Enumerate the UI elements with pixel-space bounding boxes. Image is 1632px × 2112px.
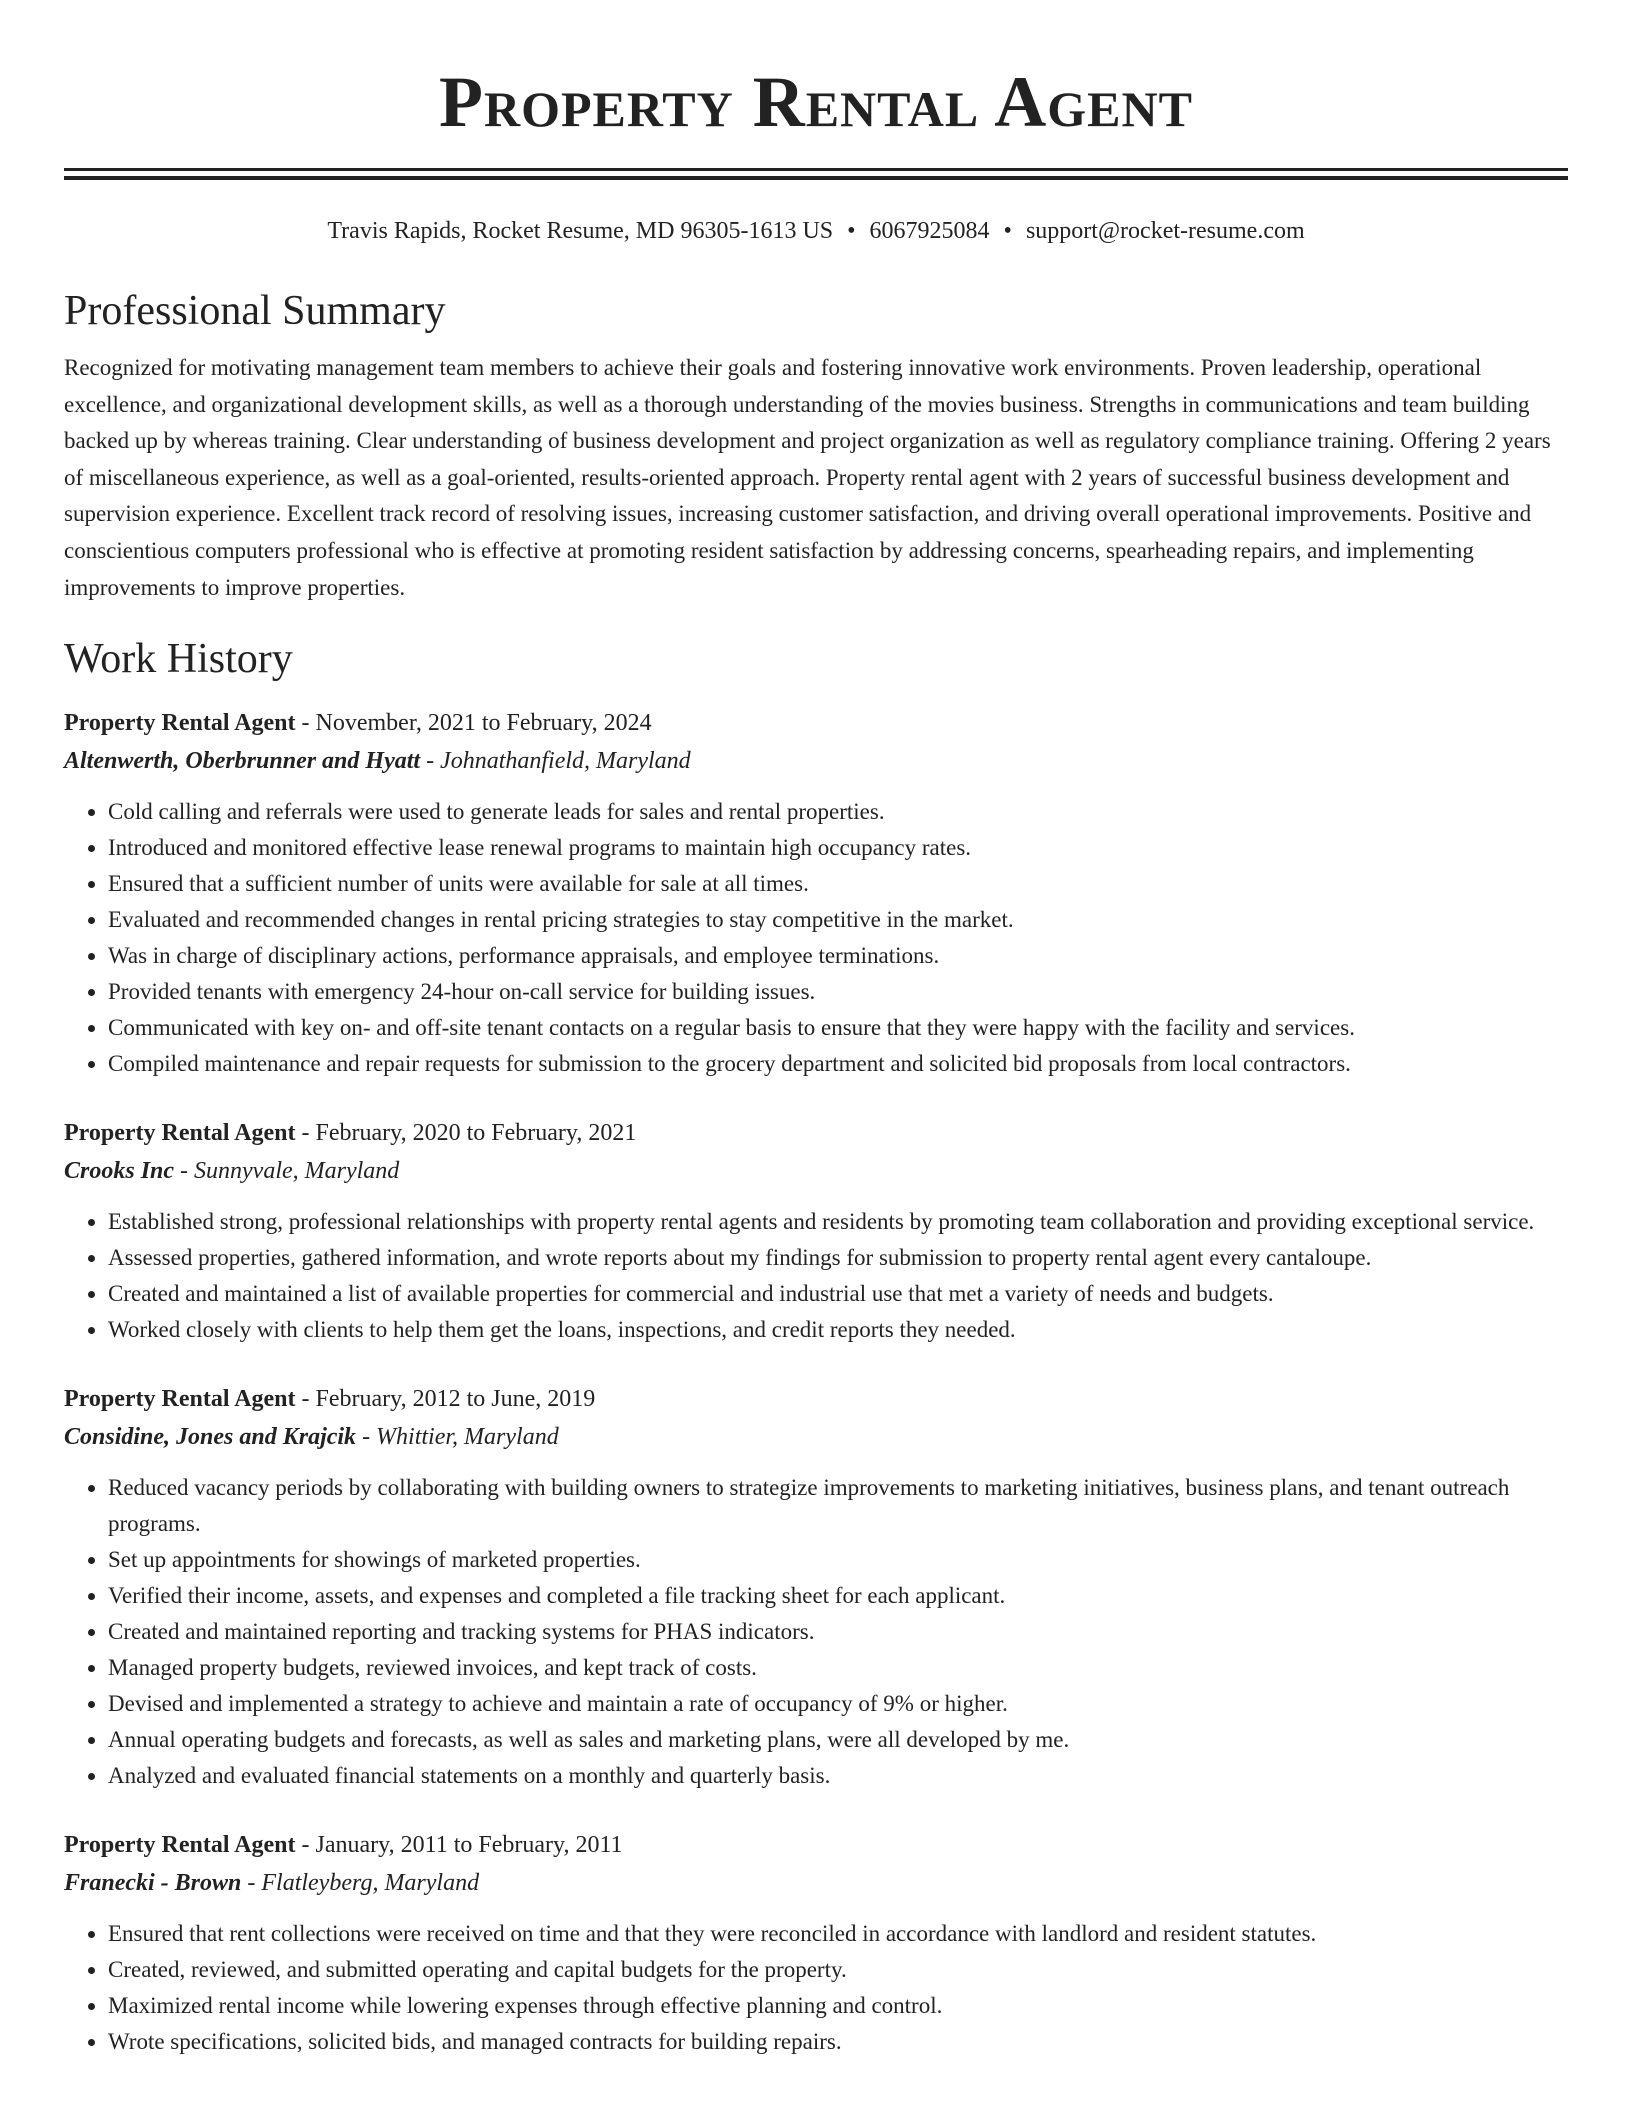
job-bullets: [64, 1916, 1568, 2060]
job-bullet: • Devised and implemented a strategy to achieve and maintain a rate of occupancy of 9% or higher.: [108, 1686, 1568, 1722]
job-entry: [64, 704, 1568, 1082]
job-bullet: • Created, reviewed, and submitted operating and capital budgets for the property.: [108, 1952, 1568, 1988]
job-bullet: • Wrote specifications, solicited bids, and managed contracts for building repairs.: [108, 2024, 1568, 2060]
job-entry: [64, 1826, 1568, 2060]
job-bullet: • Created and maintained reporting and tracking systems for PHAS indicators.: [108, 1614, 1568, 1650]
contact-email: support@rocket-resume.com: [1025, 218, 1305, 244]
resume-title: Property Rental Agent: [439, 62, 1193, 142]
job-bullets: [64, 1204, 1568, 1348]
summary-text: Recognized for motivating management team members to achieve their goals and fostering innovative work environments. Proven leadership, operational excellence, and organizational development skills, as well as a thorough understanding of the movies business. Strengths in communications and team building backed up by whereas training. Clear understanding of business development and project organization as well as regulatory compliance training. Offering 2 years of miscellaneous experience, as well as a goal-oriented, results-oriented approach. Property rental agent with 2 years of successful business development and supervision experience. Excellent track record of resolving issues, increasing customer satisfaction, and driving overall operational improvements. Positive and conscientious computers professional who is effective at promoting resident satisfaction by addressing concerns, spearheading repairs, and implementing improvements to improve properties.: [64, 355, 1551, 600]
resume-page: [64, 0, 1568, 2060]
job-bullet: • Assessed properties, gathered information, and wrote reports about my findings for submission to property rental agent every cantaloupe.: [108, 1240, 1568, 1276]
job-dates: - February, 2020 to February, 2021: [295, 1120, 637, 1147]
work-history-list: [64, 704, 1568, 2060]
job-entry: [64, 1114, 1568, 1348]
job-title: Property Rental Agent: [64, 1386, 296, 1413]
job-company-line: [64, 1152, 1568, 1190]
job-header: [64, 1826, 1568, 1864]
job-company-line: [64, 742, 1568, 780]
job-bullet: • Reduced vacancy periods by collaborating with building owners to strategize improvements to marketing initiatives, business plans, and tenant outreach programs.: [108, 1470, 1568, 1542]
job-bullet: • Was in charge of disciplinary actions, performance appraisals, and employee terminations.: [108, 938, 1568, 974]
job-company-line: [64, 1418, 1568, 1456]
job-bullet: • Verified their income, assets, and expenses and completed a file tracking sheet for each applicant.: [108, 1578, 1568, 1614]
job-company: Altenwerth, Oberbrunner and Hyatt: [64, 748, 421, 775]
job-dates: - February, 2012 to June, 2019: [295, 1386, 596, 1413]
job-header: [64, 1114, 1568, 1152]
job-location: - Whittier, Maryland: [356, 1424, 559, 1451]
job-bullet: • Communicated with key on- and off-site tenant contacts on a regular basis to ensure that they were happy with the facility and services.: [108, 1010, 1568, 1046]
job-entry: [64, 1380, 1568, 1794]
contact-separator: •: [847, 218, 856, 244]
job-bullet: • Provided tenants with emergency 24-hour on-call service for building issues.: [108, 974, 1568, 1010]
contact-address: Travis Rapids, Rocket Resume, MD 96305-1613 US: [327, 218, 834, 244]
contact-phone: 6067925084: [869, 218, 990, 244]
job-bullet: • Established strong, professional relationships with property rental agents and residents by promoting team collaboration and providing exceptional service.: [108, 1204, 1568, 1240]
title-divider: [64, 168, 1568, 180]
contact-line: [64, 216, 1568, 246]
job-dates: - January, 2011 to February, 2011: [295, 1832, 623, 1859]
contact-separator: •: [1003, 218, 1012, 244]
job-bullet: • Evaluated and recommended changes in rental pricing strategies to stay competitive in the market.: [108, 902, 1568, 938]
job-bullet: • Analyzed and evaluated financial statements on a monthly and quarterly basis.: [108, 1758, 1568, 1794]
job-title: Property Rental Agent: [64, 1832, 296, 1859]
job-company-line: [64, 1864, 1568, 1902]
job-bullet: • Compiled maintenance and repair requests for submission to the grocery department and solicited bid proposals from local contractors.: [108, 1046, 1568, 1082]
job-bullet: • Cold calling and referrals were used to generate leads for sales and rental properties.: [108, 794, 1568, 830]
job-location: - Sunnyvale, Maryland: [174, 1158, 400, 1185]
job-header: [64, 1380, 1568, 1418]
work-history-heading: Work History: [64, 636, 293, 683]
job-header: [64, 704, 1568, 742]
job-bullet: • Ensured that rent collections were received on time and that they were reconciled in accordance with landlord and resident statutes.: [108, 1916, 1568, 1952]
summary-heading: Professional Summary: [64, 288, 446, 334]
job-bullet: • Maximized rental income while lowering expenses through effective planning and control.: [108, 1988, 1568, 2024]
job-bullet: • Set up appointments for showings of marketed properties.: [108, 1542, 1568, 1578]
job-company: Crooks Inc: [64, 1158, 175, 1185]
job-location: - Johnathanfield, Maryland: [420, 748, 691, 775]
job-bullets: [64, 1470, 1568, 1794]
job-dates: - November, 2021 to February, 2024: [295, 710, 652, 737]
job-bullet: • Worked closely with clients to help them get the loans, inspections, and credit reports they needed.: [108, 1312, 1568, 1348]
job-bullet: • Introduced and monitored effective lease renewal programs to maintain high occupancy rates.: [108, 830, 1568, 866]
job-bullet: • Created and maintained a list of available properties for commercial and industrial use that met a variety of needs and budgets.: [108, 1276, 1568, 1312]
job-location: - Flatleyberg, Maryland: [241, 1870, 480, 1897]
job-title: Property Rental Agent: [64, 1120, 296, 1147]
job-bullet: • Managed property budgets, reviewed invoices, and kept track of costs.: [108, 1650, 1568, 1686]
job-bullets: [64, 794, 1568, 1082]
job-company: Considine, Jones and Krajcik: [64, 1424, 357, 1451]
job-title: Property Rental Agent: [64, 710, 296, 737]
job-company: Franecki - Brown: [64, 1870, 242, 1897]
job-bullet: • Ensured that a sufficient number of units were available for sale at all times.: [108, 866, 1568, 902]
job-bullet: • Annual operating budgets and forecasts, as well as sales and marketing plans, were all developed by me.: [108, 1722, 1568, 1758]
